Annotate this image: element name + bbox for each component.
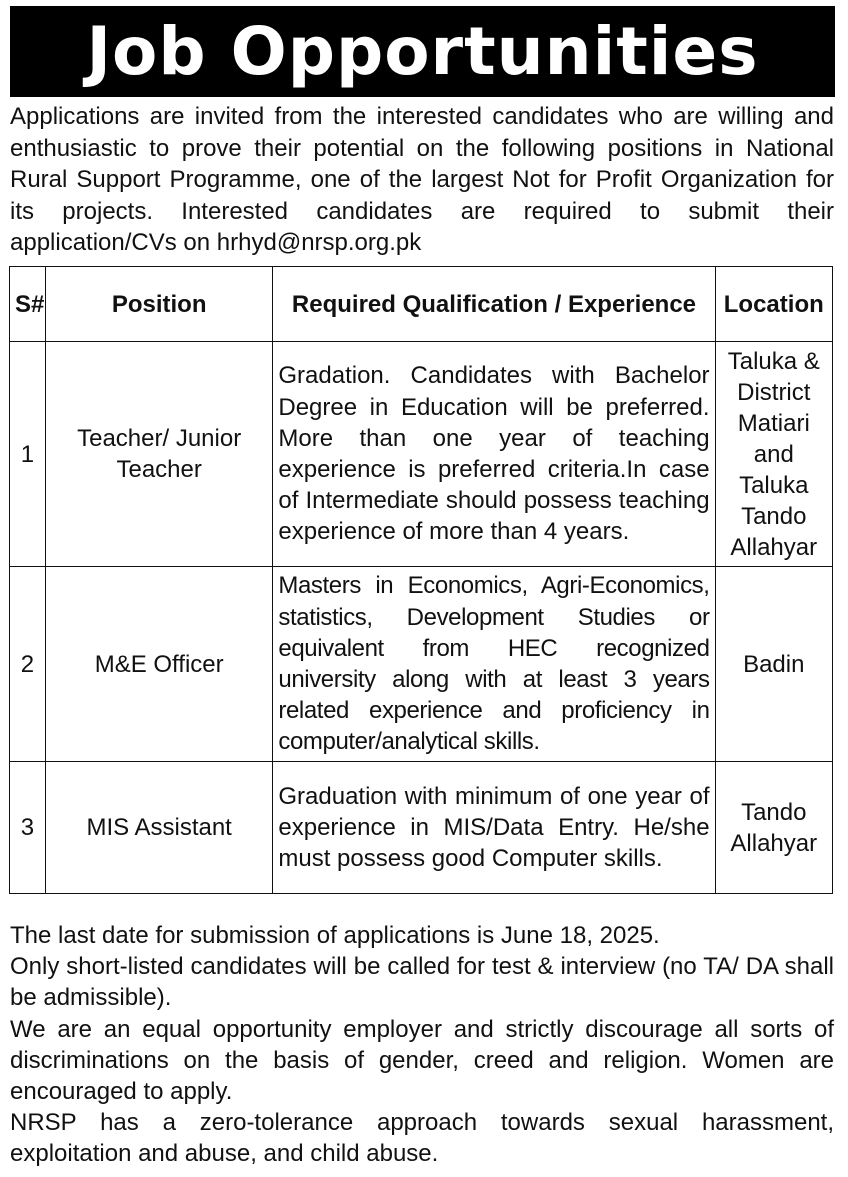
row-sn: 2	[10, 567, 46, 762]
row-location: Badin	[715, 567, 832, 762]
row-position: M&E Officer	[45, 567, 272, 762]
header-location: Location	[715, 267, 832, 342]
row-qualification: Gradation. Candidates with Bachelor Degree in Education will be preferred. More than one year of teaching experience is preferred criteria.In case of Intermediate should possess teaching experience of more than 4 years.	[273, 342, 715, 567]
row-qualification: Masters in Economics, Agri-Economics, statistics, Development Studies or equivalent from HEC recognized university along with at least 3 years related experience and proficiency in computer/analytical skills.	[273, 567, 715, 762]
row-sn: 3	[10, 762, 46, 894]
page-title: Job Opportunities	[10, 6, 835, 97]
header-qualification: Required Qualification / Experience	[273, 267, 715, 342]
header-position: Position	[45, 267, 272, 342]
table-row	[10, 762, 833, 894]
zero-tolerance-note: NRSP has a zero-tolerance approach towards sexual harassment, exploitation and abuse, and child abuse.	[10, 1109, 834, 1168]
intro-paragraph: Applications are invited from the interested candidates who are willing and enthusiastic to prove their potential on the following positions in National Rural Support Programme, one of the largest Not for Profit Organization for its projects. Interested candidates are required to submit their application/CVs on hrhyd@nrsp.org.pk	[10, 103, 834, 256]
row-position: MIS Assistant	[45, 762, 272, 894]
table-header-row	[10, 267, 833, 342]
equal-opportunity-note: We are an equal opportunity employer and strictly discourage all sorts of discriminations on the basis of gender, creed and religion. Women are encouraged to apply.	[10, 1015, 834, 1106]
row-sn: 1	[10, 342, 46, 567]
row-location: Taluka & District Matiari and Taluka Tando Allahyar	[715, 342, 832, 567]
footer-notes	[10, 920, 834, 1170]
shortlist-note: Only short-listed candidates will be called for test & interview (no TA/ DA shall be admissible).	[10, 953, 834, 1012]
table-row	[10, 342, 833, 567]
row-location: Tando Allahyar	[715, 762, 832, 894]
table-row	[10, 567, 833, 762]
jobs-table	[9, 266, 833, 894]
row-position: Teacher/ Junior Teacher	[45, 342, 272, 567]
row-qualification: Graduation with minimum of one year of experience in MIS/Data Entry. He/she must possess good Computer skills.	[273, 762, 715, 894]
last-date-note: The last date for submission of applications is June 18, 2025.	[10, 922, 660, 949]
header-sn: S#	[10, 267, 46, 342]
